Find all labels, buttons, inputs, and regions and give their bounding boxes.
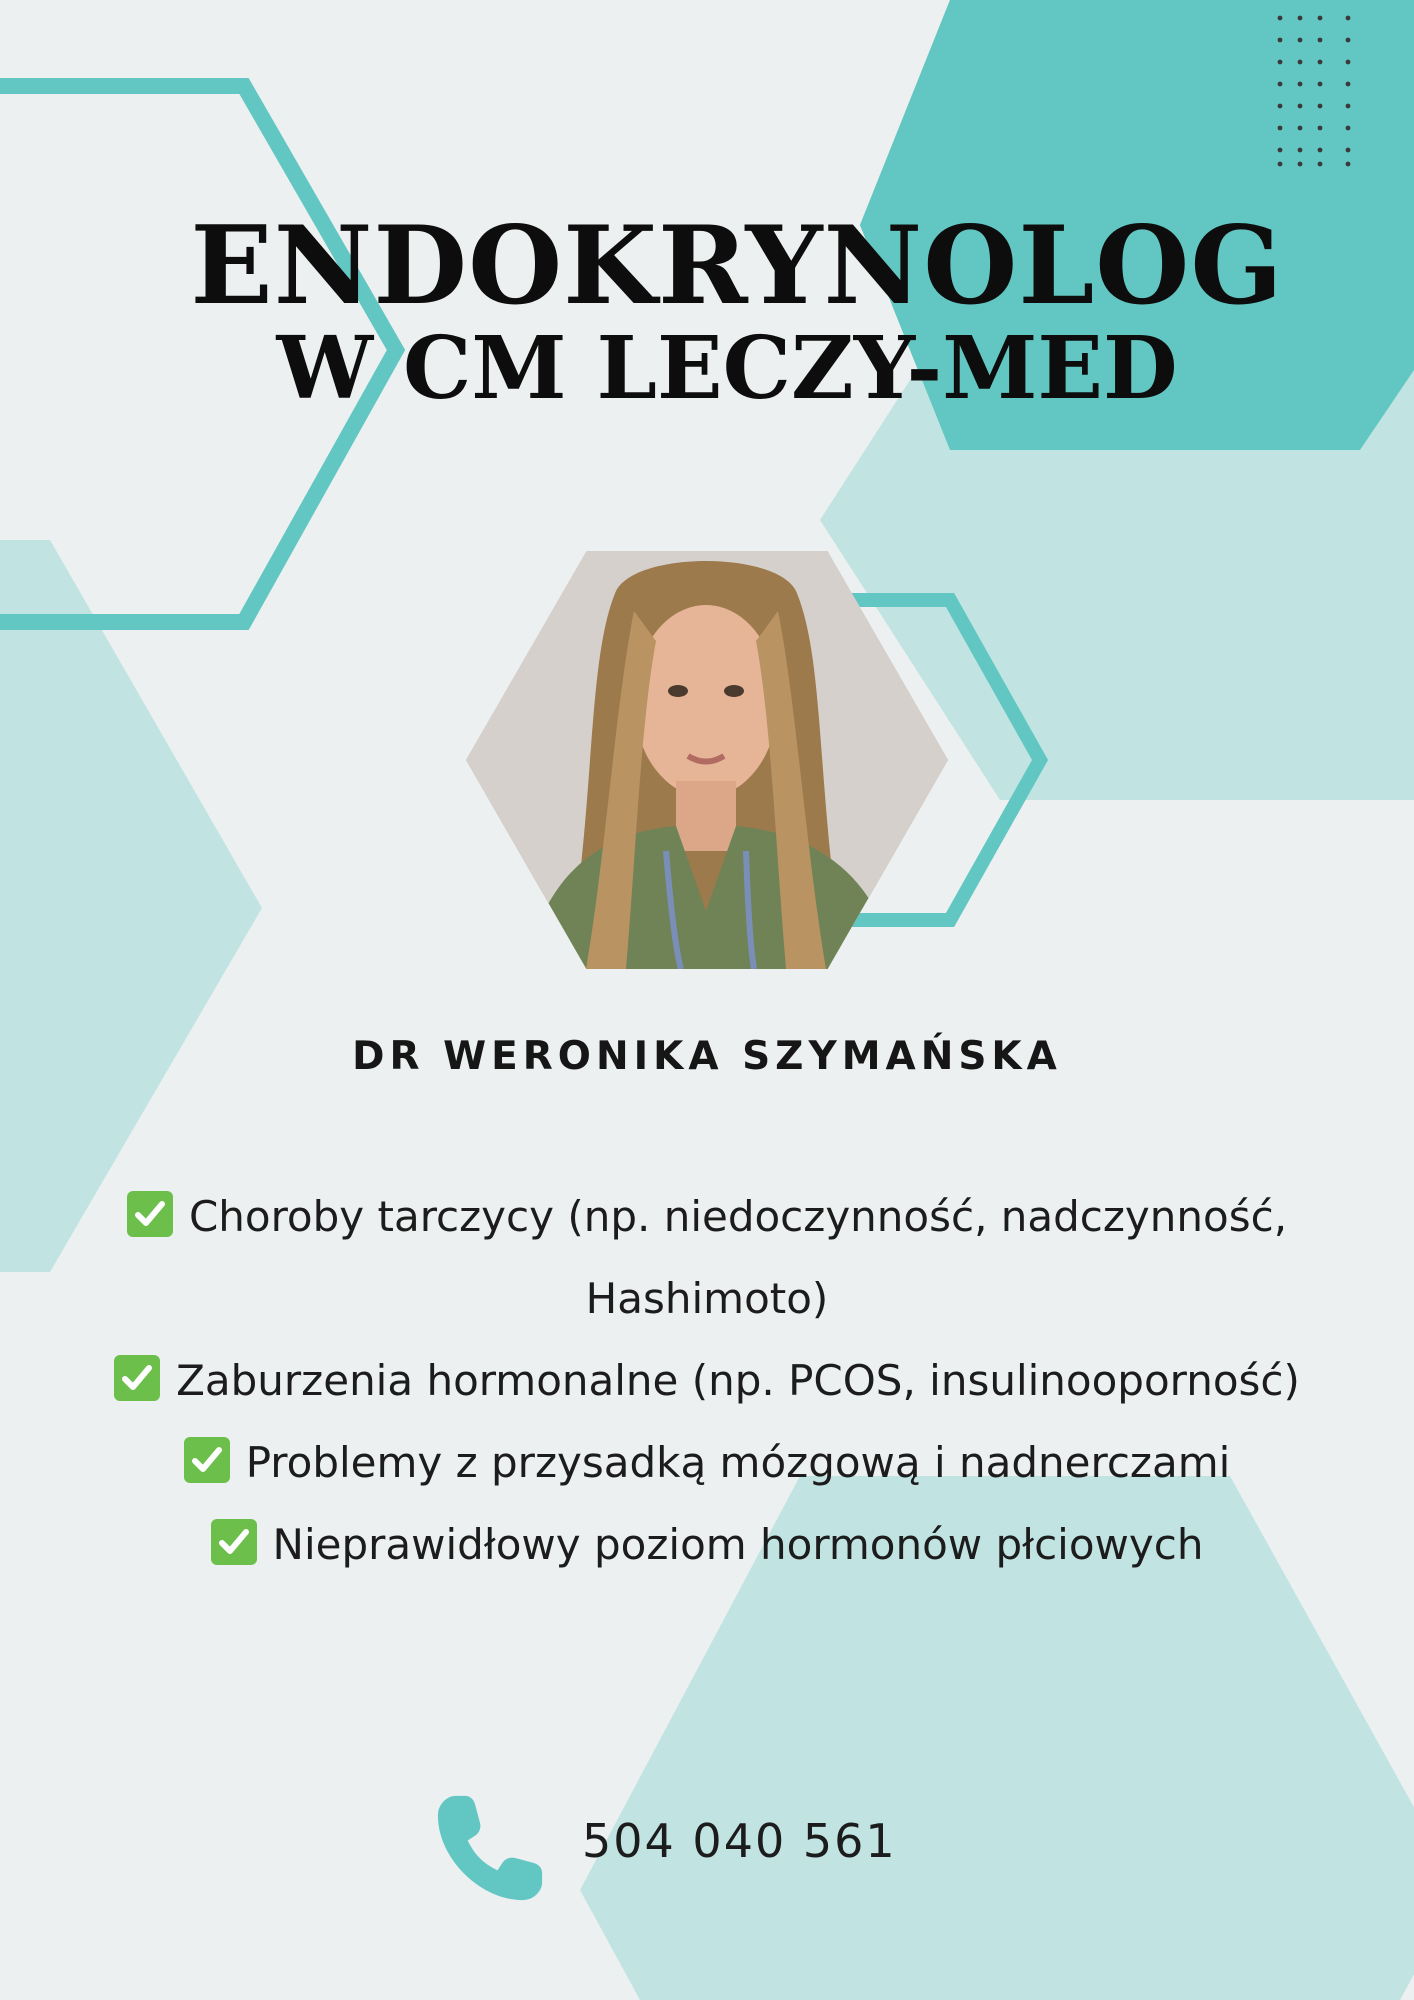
- service-text: Zaburzenia hormonalne (np. PCOS, insulinooporność): [176, 1356, 1300, 1405]
- list-item: [60, 1176, 1354, 1340]
- phone-icon: [428, 1786, 552, 1910]
- light-hexagon-left: [0, 540, 262, 1272]
- list-item: [60, 1504, 1354, 1586]
- service-text: Choroby tarczycy (np. niedoczynność, nadczynność, Hashimoto): [188, 1192, 1288, 1323]
- service-text: Problemy z przysadką mózgową i nadnerczami: [245, 1438, 1231, 1487]
- title-line-2: W CM LECZY-MED: [276, 318, 1178, 419]
- list-item: [60, 1422, 1354, 1504]
- title-line-1: ENDOKRYNOLOG: [190, 203, 1284, 329]
- service-text: Nieprawidłowy poziom hormonów płciowych: [272, 1520, 1204, 1569]
- phone-number[interactable]: 504 040 561: [582, 1814, 897, 1868]
- check-icon: [211, 1519, 257, 1565]
- check-icon: [114, 1355, 160, 1401]
- check-icon: [184, 1437, 230, 1483]
- list-item: [60, 1340, 1354, 1422]
- services-list: [60, 1176, 1354, 1586]
- check-icon: [127, 1191, 173, 1237]
- doctor-name: DR WERONIKA SZYMAŃSKA: [352, 1034, 1062, 1079]
